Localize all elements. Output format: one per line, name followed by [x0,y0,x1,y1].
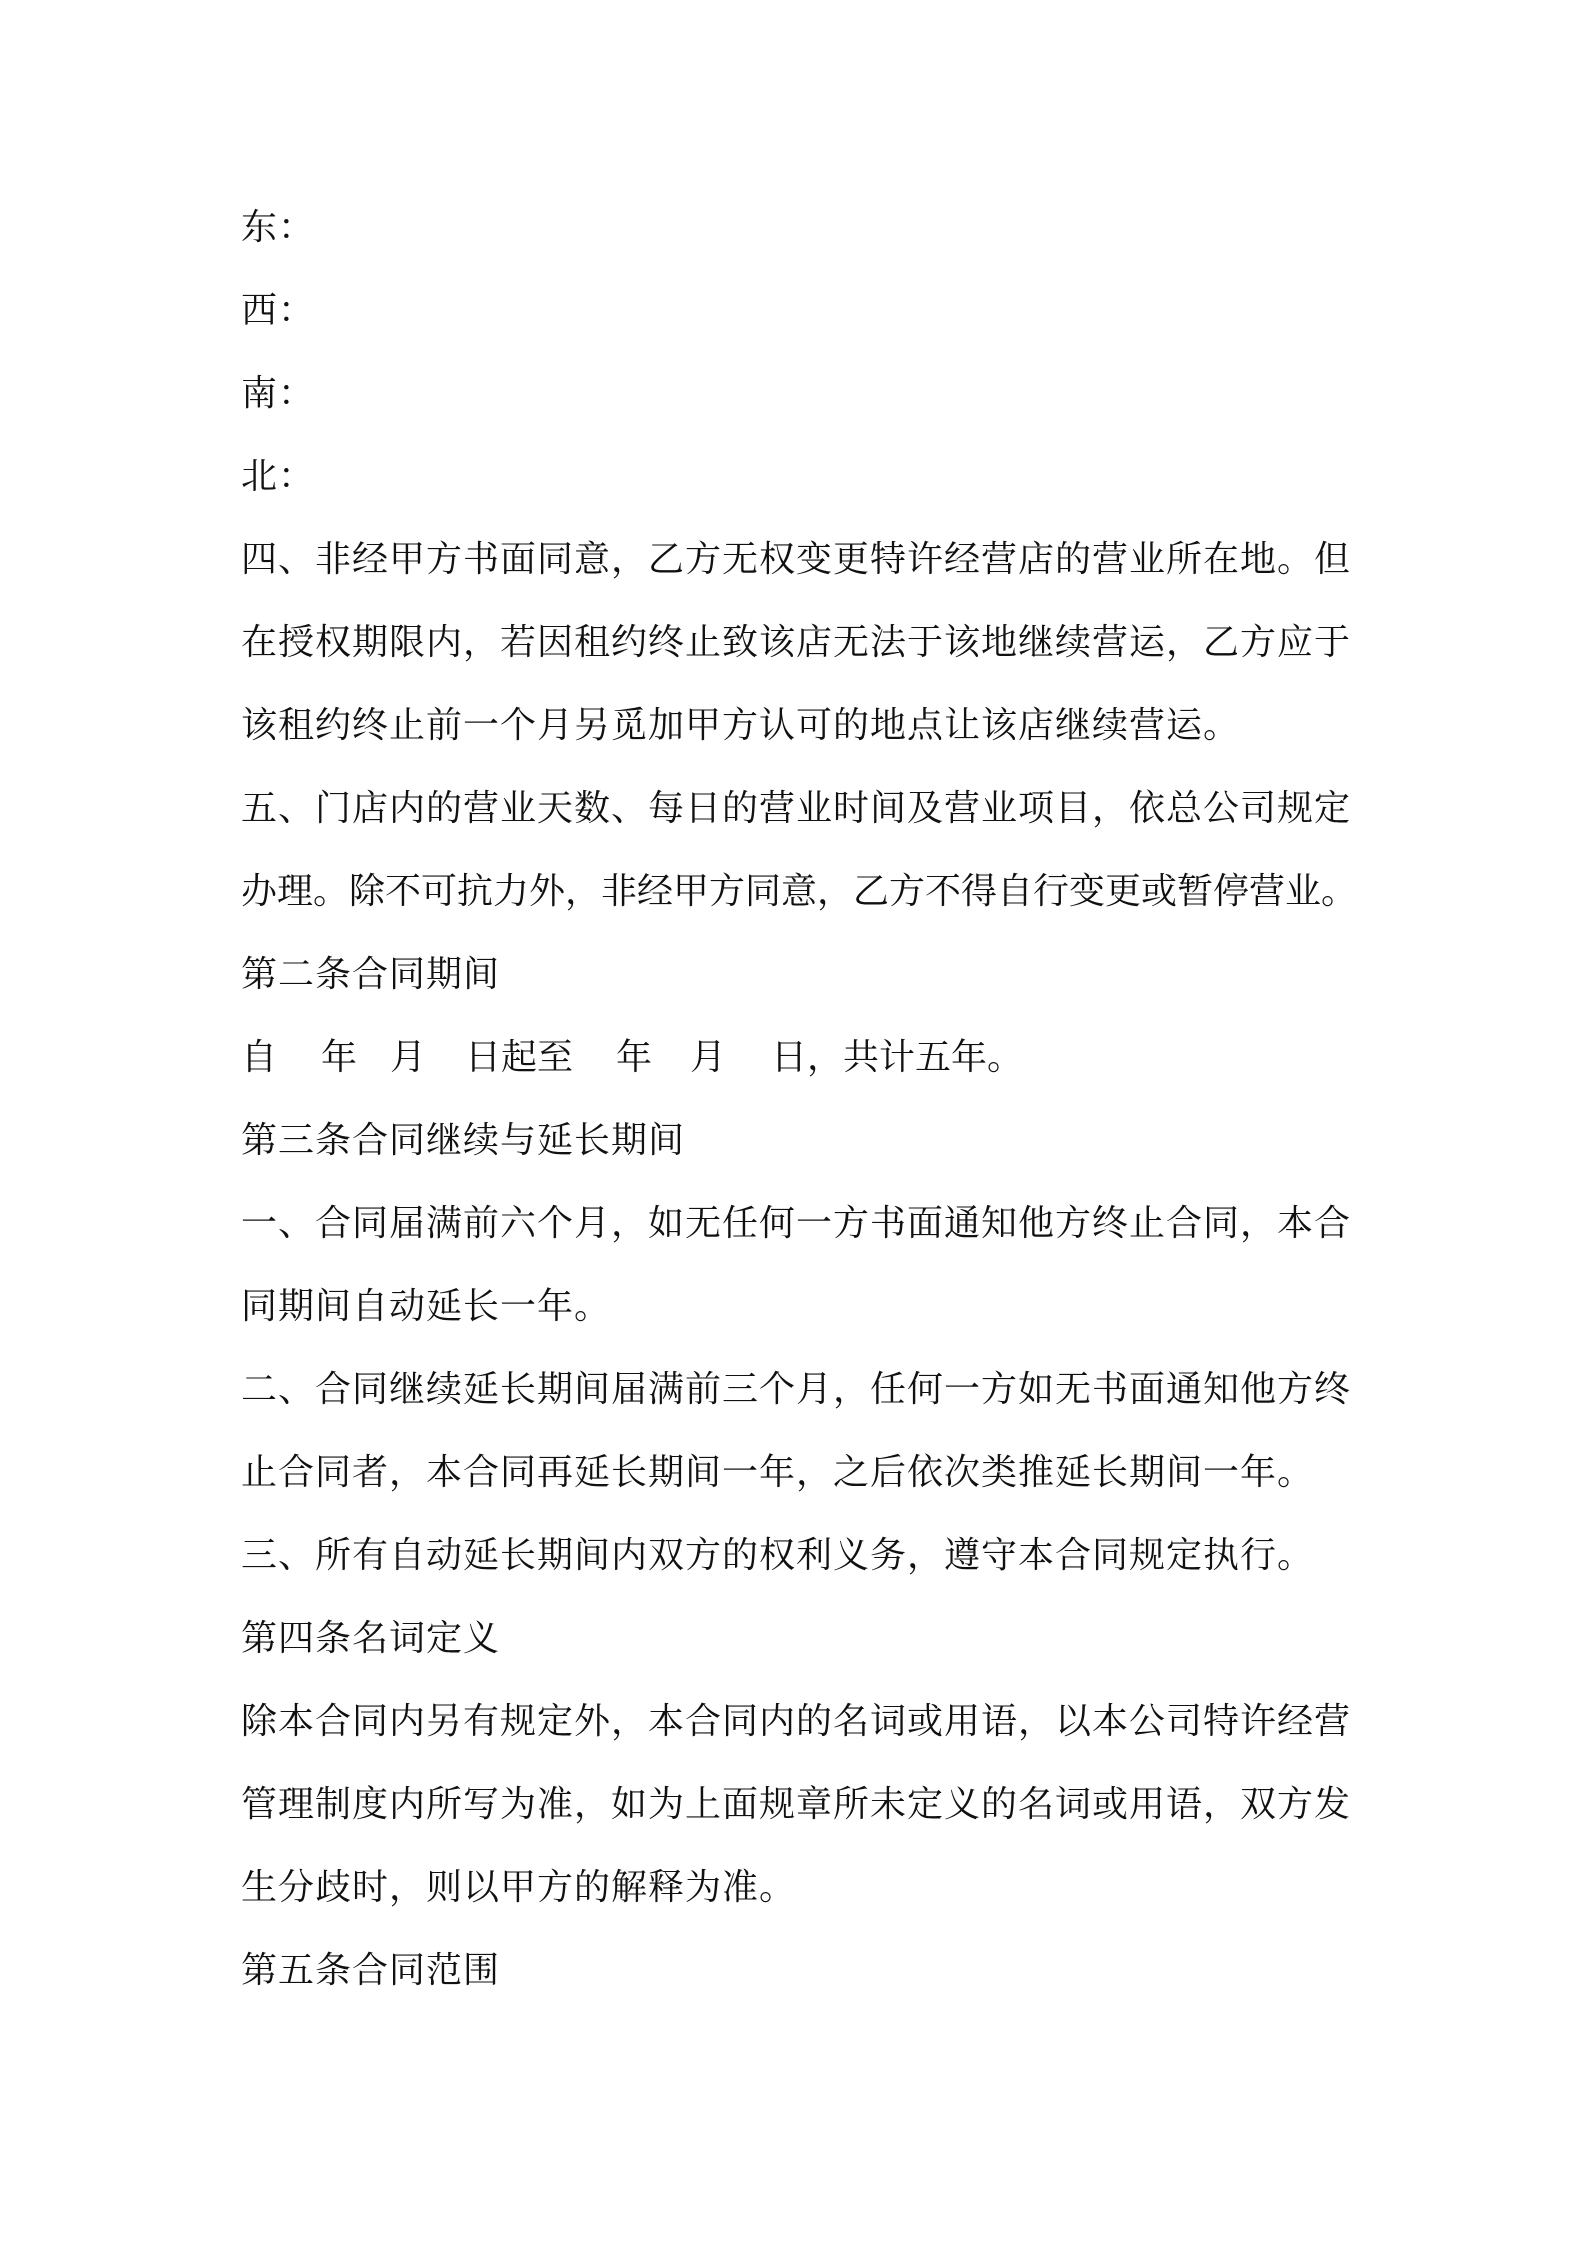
boundary-north: 北： [241,456,316,497]
boundary-west: 西： [241,290,316,331]
contract-period-line [241,1028,1361,1088]
date-day-start: 日起至 [465,1037,574,1078]
boundary-east: 东： [241,207,316,248]
article4-line2: 管理制度内所写为准，如为上面规章所未定义的名词或用语，双方发 [241,1784,1352,1825]
boundary-south: 南： [241,373,316,414]
article4-heading: 第四条名词定义 [241,1618,501,1659]
clause4-line2: 在授权期限内，若因租约终止致该店无法于该地继续营运，乙方应于 [241,622,1352,663]
article3-item3-line1: 三、所有自动延长期间内双方的权利义务，遵守本合同规定执行。 [241,1535,1315,1576]
clause5-line1: 五、门店内的营业天数、每日的营业时间及营业项目，依总公司规定 [241,788,1352,829]
date-month-1: 月 [390,1037,427,1078]
date-year-2: 年 [616,1037,653,1078]
clause5-line2: 办理。除不可抗力外，非经甲方同意，乙方不得自行变更或暂停营业。 [241,871,1358,912]
clause4-line3: 该租约终止前一个月另觅加甲方认可的地点让该店继续营运。 [241,705,1241,746]
date-month-2: 月 [690,1037,727,1078]
article3-item1-line1: 一、合同届满前六个月，如无任何一方书面通知他方终止合同，本合 [241,1203,1352,1244]
article5-heading: 第五条合同范围 [241,1950,501,1991]
date-year-1: 年 [321,1037,358,1078]
date-day-end: 日，共计五年。 [771,1037,1024,1078]
article2-heading: 第二条合同期间 [241,954,501,995]
article4-line3: 生分歧时，则以甲方的解释为准。 [241,1867,797,1908]
article3-item2-line1: 二、合同继续延长期间届满前三个月，任何一方如无书面通知他方终 [241,1369,1352,1410]
article3-item1-line2: 同期间自动延长一年。 [241,1286,612,1327]
article3-heading: 第三条合同继续与延长期间 [241,1120,686,1161]
date-from: 自 [241,1037,278,1078]
article3-item2-line2: 止合同者，本合同再延长期间一年，之后依次类推延长期间一年。 [241,1452,1315,1493]
clause4-line1: 四、非经甲方书面同意，乙方无权变更特许经营店的营业所在地。但 [241,539,1352,580]
article4-line1: 除本合同内另有规定外，本合同内的名词或用语，以本公司特许经营 [241,1701,1352,1742]
